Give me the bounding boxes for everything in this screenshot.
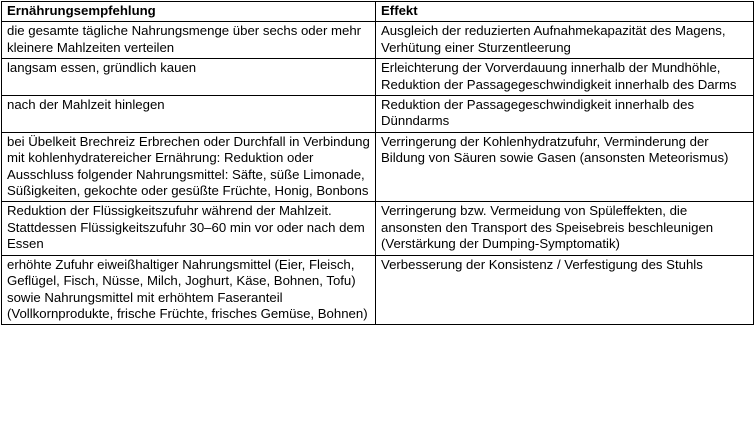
nutrition-recommendation-table (1, 1, 754, 325)
recommendation-cell: langsam essen, gründlich kauen (2, 59, 376, 96)
effect-cell: Erleichterung der Vorverdauung innerhalb der Mundhöhle, Reduktion der Passagegeschwindigkeit innerhalb des Darms (376, 59, 754, 96)
table-row (2, 96, 754, 133)
table-row (2, 255, 754, 325)
effect-cell: Ausgleich der reduzierten Aufnahmekapazität des Magens, Verhütung einer Sturzentleerung (376, 22, 754, 59)
recommendation-cell: bei Übelkeit Brechreiz Erbrechen oder Durchfall in Verbindung mit kohlenhydratereicher Ernährung: Reduktion oder Ausschluss folgender Nahrungsmittel: Säfte, süße Limonade, Süßigkeiten, gekochte oder gesüßte Früchte, Honig, Bonbons (2, 132, 376, 202)
effect-cell: Verringerung bzw. Vermeidung von Spüleffekten, die ansonsten den Transport des Speisebreis beschleunigen (Verstärkung der Dumping-Symptomatik) (376, 202, 754, 255)
header-effect: Effekt (376, 2, 754, 22)
table-row (2, 22, 754, 59)
effect-cell: Reduktion der Passagegeschwindigkeit innerhalb des Dünndarms (376, 96, 754, 133)
recommendation-cell: erhöhte Zufuhr eiweißhaltiger Nahrungsmittel (Eier, Fleisch, Geflügel, Fisch, Nüsse, Milch, Joghurt, Käse, Bohnen, Tofu) sowie Nahrungsmittel mit erhöhtem Faseranteil (Vollkornprodukte, frische Früchte, frisches Gemüse, Bohnen) (2, 255, 376, 325)
recommendation-cell: Reduktion der Flüssigkeitszufuhr während der Mahlzeit. Stattdessen Flüssigkeitszufuhr 30–60 min vor oder nach dem Essen (2, 202, 376, 255)
table-row (2, 59, 754, 96)
recommendation-cell: nach der Mahlzeit hinlegen (2, 96, 376, 133)
header-recommendation: Ernährungsempfehlung (2, 2, 376, 22)
table-header-row (2, 2, 754, 22)
table-row (2, 202, 754, 255)
effect-cell: Verringerung der Kohlenhydratzufuhr, Verminderung der Bildung von Säuren sowie Gasen (ansonsten Meteorismus) (376, 132, 754, 202)
effect-cell: Verbesserung der Konsistenz / Verfestigung des Stuhls (376, 255, 754, 325)
table-row (2, 132, 754, 202)
recommendation-cell: die gesamte tägliche Nahrungsmenge über sechs oder mehr kleinere Mahlzeiten verteilen (2, 22, 376, 59)
